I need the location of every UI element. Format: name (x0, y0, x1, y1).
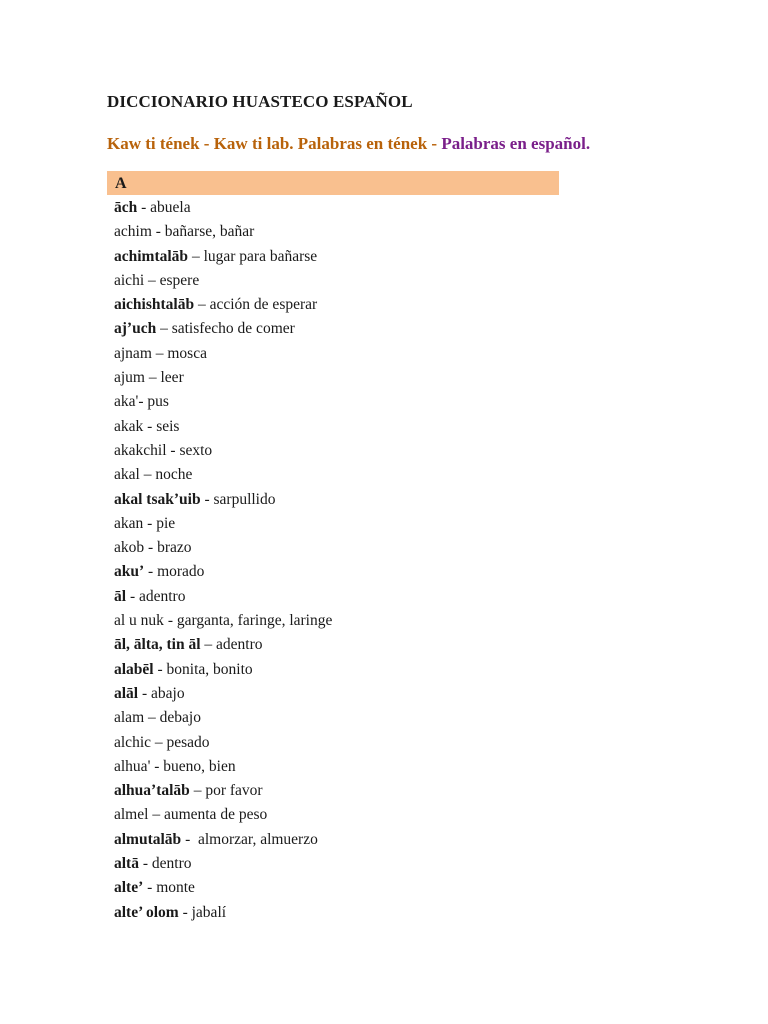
entry-meaning: sarpullido (213, 490, 276, 508)
dictionary-entry (114, 755, 332, 779)
entry-term: akan (114, 514, 144, 532)
dictionary-entry (114, 706, 332, 730)
entry-meaning: leer (160, 369, 184, 387)
entry-meaning: seis (156, 417, 180, 435)
entry-separator: – (144, 709, 160, 727)
dictionary-entry (114, 852, 332, 876)
dictionary-entry (114, 803, 332, 827)
dictionary-entry (114, 342, 332, 366)
entry-separator: – (200, 636, 217, 654)
dictionary-entry (114, 196, 332, 220)
entry-term: alabēl (114, 660, 154, 678)
entry-term: altā (114, 855, 139, 873)
entry-term: akak (114, 417, 144, 435)
dictionary-entry (114, 366, 332, 390)
entry-term: almel (114, 806, 149, 824)
entry-meaning: garganta, faringe, laringe (176, 612, 333, 630)
entry-separator: – (144, 271, 160, 289)
entry-term: alhua' (114, 757, 151, 775)
entry-separator: - (137, 199, 151, 216)
entry-term: alte’ (114, 879, 144, 897)
dictionary-entry (114, 245, 332, 269)
entry-separator: – (151, 733, 167, 751)
entry-meaning: sexto (179, 441, 213, 459)
entry-separator: - (143, 514, 157, 532)
entry-meaning: abajo (151, 684, 185, 702)
dictionary-entry (114, 415, 332, 439)
entry-separator: - (151, 223, 165, 241)
document-subtitle (107, 134, 590, 154)
dictionary-entry (114, 658, 332, 682)
entry-separator: – (188, 247, 204, 265)
dictionary-entry-list (114, 196, 332, 925)
entry-separator: - (181, 830, 198, 848)
entry-term: alāl (114, 684, 139, 702)
entry-separator: - (138, 855, 152, 873)
entry-separator: – (148, 806, 164, 824)
dictionary-entry (114, 560, 332, 584)
dictionary-entry (114, 828, 332, 852)
entry-meaning: monte (156, 879, 195, 897)
entry-term: akal (114, 466, 140, 484)
entry-separator: - (144, 539, 158, 557)
dictionary-entry (114, 512, 332, 536)
entry-separator: - (138, 684, 152, 702)
entry-term: alam (114, 709, 145, 727)
entry-term: āl (114, 587, 127, 605)
entry-term: achimtalāb (114, 247, 189, 265)
entry-meaning: brazo (157, 539, 192, 557)
entry-separator: – (194, 296, 210, 314)
entry-term: ajum (114, 369, 145, 387)
entry-separator: - (150, 757, 164, 775)
entry-separator: - (163, 612, 177, 630)
entry-meaning: mosca (167, 344, 207, 362)
entry-term: akal tsak’uib (114, 490, 201, 508)
dictionary-entry (114, 317, 332, 341)
entry-separator: - (144, 563, 158, 581)
dictionary-entry (114, 390, 332, 414)
entry-term: al u nuk (114, 612, 164, 630)
entry-term: aichi (114, 271, 145, 289)
entry-meaning: noche (155, 466, 193, 484)
entry-term: aka' (114, 393, 139, 411)
entry-separator: - (143, 417, 157, 435)
entry-term: alte’ olom (114, 903, 179, 921)
dictionary-entry (114, 220, 332, 244)
entry-term: āch (114, 199, 138, 216)
dictionary-entry (114, 463, 332, 487)
entry-separator: - (166, 441, 180, 459)
dictionary-entry (114, 488, 332, 512)
entry-meaning: morado (157, 563, 205, 581)
entry-meaning: bonita, bonito (166, 660, 253, 678)
dictionary-entry (114, 779, 332, 803)
entry-separator: - (153, 660, 167, 678)
entry-meaning: acción de esperar (209, 296, 318, 314)
entry-separator: – (151, 344, 168, 362)
entry-meaning: almorzar, almuerzo (197, 830, 318, 848)
entry-meaning: abuela (150, 199, 191, 216)
entry-term: alhua’talāb (114, 782, 190, 800)
entry-separator: - (143, 879, 157, 897)
entry-meaning: aumenta de peso (163, 806, 268, 824)
entry-term: almutalāb (114, 830, 182, 848)
dictionary-entry (114, 633, 332, 657)
entry-separator: - (126, 587, 139, 605)
entry-meaning: debajo (159, 709, 201, 727)
dictionary-entry (114, 876, 332, 900)
dictionary-entry (114, 269, 332, 293)
entry-meaning: pesado (166, 733, 210, 751)
entry-separator: - (138, 393, 148, 411)
entry-meaning: bañarse, bañar (164, 223, 255, 241)
entry-term: aichishtalāb (114, 296, 195, 314)
section-letter-header: A (107, 171, 559, 195)
dictionary-entry (114, 609, 332, 633)
entry-meaning: dentro (151, 855, 192, 873)
subtitle-spanish-part: Palabras en español. (441, 134, 591, 153)
entry-term: ajnam (114, 344, 152, 362)
entry-term: aku’ (114, 563, 145, 581)
entry-term: akakchil (114, 441, 167, 459)
entry-separator: – (145, 369, 161, 387)
entry-meaning: lugar para bañarse (203, 247, 318, 265)
entry-meaning: adentro (138, 587, 186, 605)
entry-separator: - (200, 490, 214, 508)
dictionary-entry (114, 536, 332, 560)
document-title: DICCIONARIO HUASTECO ESPAÑOL (107, 92, 413, 111)
entry-term: alchic (114, 733, 152, 751)
dictionary-entry (114, 682, 332, 706)
dictionary-entry (114, 293, 332, 317)
entry-meaning: satisfecho de comer (171, 320, 295, 338)
dictionary-entry (114, 731, 332, 755)
entry-meaning: bueno, bien (163, 757, 236, 775)
dictionary-entry (114, 439, 332, 463)
entry-separator: – (189, 782, 206, 800)
dictionary-entry (114, 585, 332, 609)
entry-meaning: jabalí (191, 903, 227, 921)
entry-separator: – (139, 466, 156, 484)
entry-term: āl, ālta, tin āl (114, 636, 201, 654)
entry-term: achim (114, 223, 152, 241)
entry-meaning: espere (159, 271, 200, 289)
dictionary-entry (114, 901, 332, 925)
entry-meaning: pus (147, 393, 169, 411)
entry-separator: - (178, 903, 192, 921)
subtitle-tenek-part: Kaw ti tének - Kaw ti lab. Palabras en tének - (107, 134, 442, 153)
entry-separator: – (156, 320, 172, 338)
entry-meaning: pie (156, 514, 176, 532)
entry-term: aj’uch (114, 320, 157, 338)
entry-meaning: por favor (205, 782, 263, 800)
entry-meaning: adentro (216, 636, 263, 654)
entry-term: akob (114, 539, 145, 557)
